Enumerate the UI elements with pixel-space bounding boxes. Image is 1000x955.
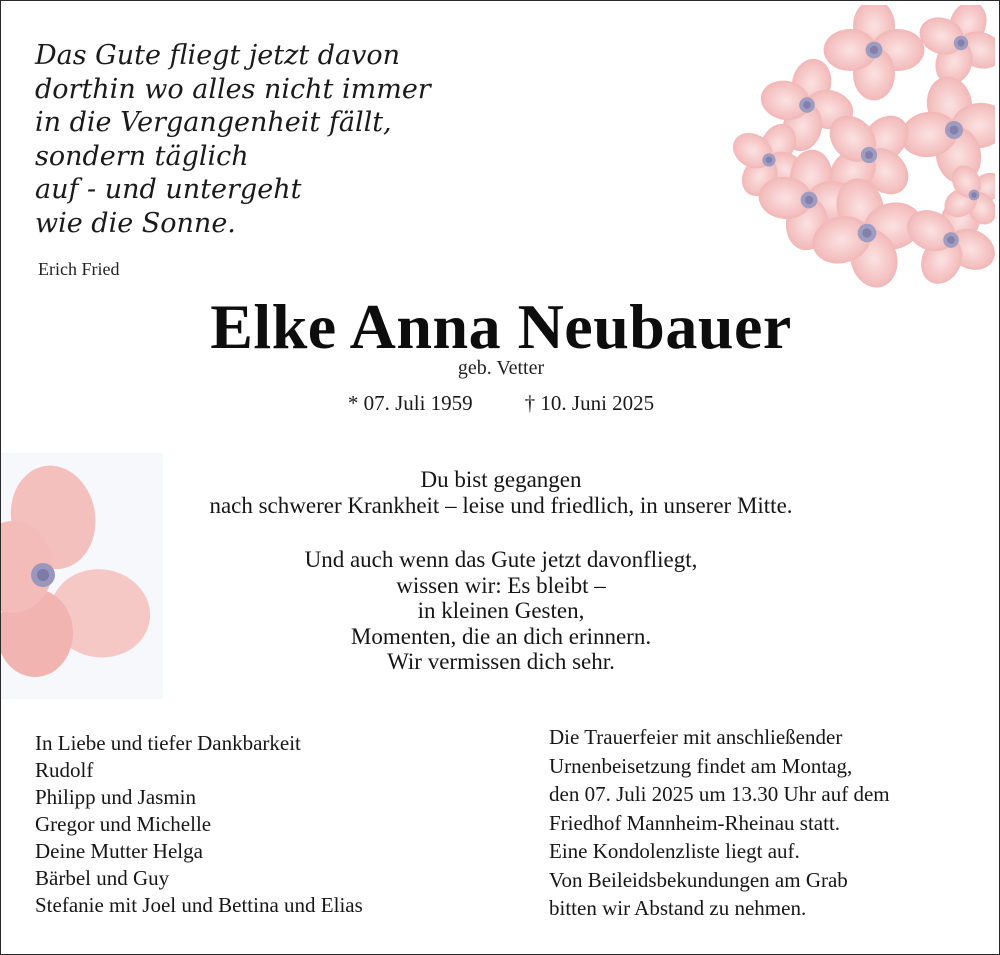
family-line: Deine Mutter Helga <box>35 839 203 863</box>
maiden-name: geb. Vetter <box>457 357 545 379</box>
verse-stanza-1 <box>1 467 1000 518</box>
verse-line: wissen wir: Es bleibt – <box>396 572 606 598</box>
verse-line: Und auch wenn das Gute jetzt davonfliegt, <box>304 547 698 572</box>
family-line: In Liebe und tiefer Dankbarkeit <box>35 731 301 755</box>
death-date: † 10. Juni 2025 <box>524 391 655 415</box>
service-line: Von Beileidsbekundungen am Grab <box>549 867 848 892</box>
poem-line: Das Gute fliegt jetzt davon <box>35 40 401 71</box>
hydrangea-flowers-image <box>729 5 995 305</box>
service-line: Eine Kondolenzliste liegt auf. <box>549 839 800 863</box>
service-line: Friedhof Mannheim-Rheinau statt. <box>549 810 841 835</box>
service-line: den 07. Juli 2025 um 13.30 Uhr auf dem <box>549 782 890 806</box>
verse-line: Du bist gegangen <box>420 467 582 492</box>
deceased-name: Elke Anna Neubauer <box>210 291 792 362</box>
family-line: Philipp und Jasmin <box>35 785 197 809</box>
poem-author: Erich Fried <box>38 259 120 279</box>
verse-line: in kleinen Gesten, <box>417 598 585 623</box>
birth-date: * 07. Juli 1959 <box>347 391 473 415</box>
verse-line: nach schwerer Krankheit – leise und friedlich, in unserer Mitte. <box>209 492 793 518</box>
family-line: Bärbel und Guy <box>35 866 170 890</box>
service-line: Urnenbeisetzung findet am Montag, <box>549 753 853 778</box>
family-line: Rudolf <box>35 758 94 782</box>
poem <box>35 39 431 240</box>
poem-line: in die Vergangenheit fällt, <box>35 107 392 138</box>
poem-line: dorthin wo alles nicht immer <box>35 73 431 105</box>
poem-line: auf - und untergeht <box>35 174 302 205</box>
poem-line: sondern täglich <box>35 140 249 172</box>
poem-line: wie die Sonne. <box>35 207 236 239</box>
family-line: Stefanie mit Joel und Bettina und Elias <box>35 893 363 917</box>
funeral-service-info <box>549 723 890 923</box>
verse-line: Wir vermissen dich sehr. <box>387 649 615 674</box>
family-line: Gregor und Michelle <box>35 812 212 836</box>
family-list <box>35 730 363 919</box>
verse-stanza-2 <box>1 547 1000 675</box>
life-dates <box>1 391 1000 416</box>
service-line: bitten wir Abstand zu nehmen. <box>549 896 807 920</box>
verse-line: Momenten, die an dich erinnern. <box>350 623 652 649</box>
service-line: Die Trauerfeier mit anschließender <box>549 725 843 749</box>
